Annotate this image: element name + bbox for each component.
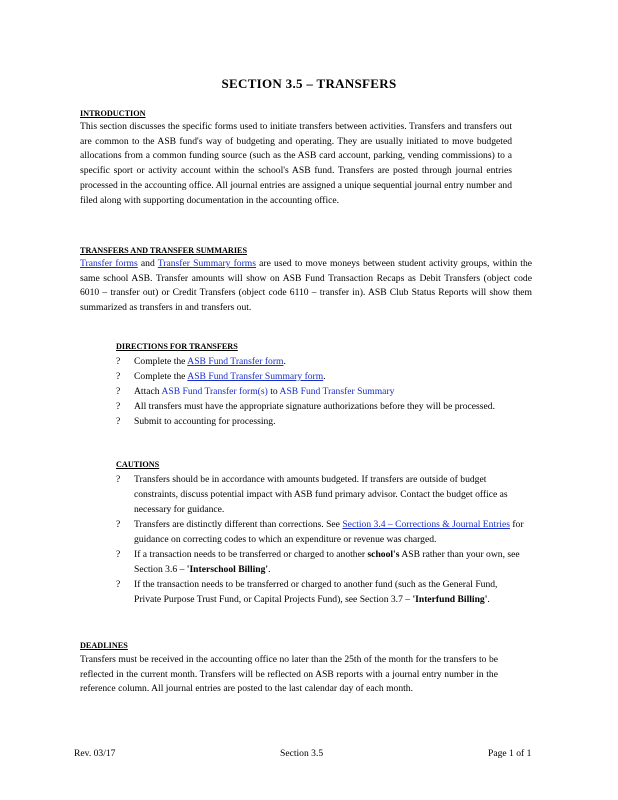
intro-heading: INTRODUCTION [80, 109, 146, 118]
item-text: Complete the [134, 371, 186, 382]
item-text: . [268, 564, 271, 575]
transfer-summary-forms-link[interactable]: Transfer Summary forms [157, 258, 256, 269]
bullet: ? [116, 519, 121, 530]
deadlines-paragraph: Transfers must be received in the accounting office no later than the 25th of the month for the transfers to be reflected in the current month. Transfers will be reflected on ASB reports with a journal entry number in the reference column. All journal entries are posted to the last calendar day of each month. [80, 654, 498, 695]
transfers-paragraph [80, 257, 532, 316]
asb-fund-transfer-summary-form-link[interactable]: ASB Fund Transfer Summary form [187, 371, 324, 382]
asb-fund-transfer-forms-link[interactable]: ASB Fund Transfer form(s) [161, 386, 268, 397]
item-text: . [487, 594, 490, 605]
list-item [116, 577, 526, 607]
interfund-billing-ref: 'Interfund Billing' [412, 594, 488, 605]
transfers-heading: TRANSFERS AND TRANSFER SUMMARIES [80, 246, 248, 255]
bullet: ? [116, 371, 121, 382]
item-text: Submit to accounting for processing. [134, 416, 276, 427]
cautions-heading: CAUTIONS [116, 460, 160, 469]
section-3-4-corrections-link[interactable]: Section 3.4 – Corrections & Journal Entries [342, 519, 510, 530]
bullet: ? [116, 386, 121, 397]
item-text: If the transaction needs to be transferred or charged to another fund (such as the General Fund, Private Purpose Trust Fund, or Capital Projects Fund), see Section 3.7 – [134, 579, 498, 605]
page-title: SECTION 3.5 – TRANSFERS [221, 76, 397, 91]
transfers-body: are used to move moneys between student activity groups, within the same school ASB. Transfer amounts will show on ASB Fund Transaction Recaps as Debit Transfers (object code 6010 – transfer out) or Credit Transfers (object code 6110 – transfer in). ASB Club Status Reports will show them summarized as transfers in and transfers out. [80, 258, 533, 314]
list-item [116, 384, 508, 399]
list-item [116, 354, 508, 369]
section-number: Section 3.5 [280, 748, 324, 759]
item-text: for guidance on correcting codes to which an expenditure or revenue was charged. [134, 519, 524, 545]
list-item [116, 399, 508, 414]
page-number: Page 1 of 1 [488, 748, 532, 759]
item-text: to [270, 386, 278, 397]
list-item [116, 414, 508, 429]
item-text: Complete the [134, 356, 186, 367]
bullet: ? [116, 549, 121, 560]
item-text: . [283, 356, 286, 367]
item-bold-text: school's [367, 549, 400, 560]
bullet: ? [116, 416, 121, 427]
and-text: and [140, 258, 155, 269]
bullet: ? [116, 579, 121, 590]
item-text: ASB rather than your own, see Section 3.6 – [134, 549, 520, 575]
list-item [116, 472, 526, 517]
bullet: ? [116, 401, 121, 412]
directions-list [116, 354, 508, 429]
asb-fund-transfer-form-link[interactable]: ASB Fund Transfer form [187, 356, 284, 367]
deadlines-heading: DEADLINES [80, 641, 128, 650]
item-text: Attach [134, 386, 160, 397]
item-text: Transfers are distinctly different than corrections. See [134, 519, 340, 530]
revision-date: Rev. 03/17 [74, 748, 116, 759]
item-text: All transfers must have the appropriate signature authorizations before they will be processed. [134, 401, 495, 412]
list-item [116, 517, 526, 547]
bullet: ? [116, 474, 121, 485]
cautions-list [116, 472, 526, 607]
directions-heading: DIRECTIONS FOR TRANSFERS [116, 342, 238, 351]
interschool-billing-ref: 'Interschool Billing' [186, 564, 269, 575]
item-text: . [323, 371, 326, 382]
item-text: Transfers should be in accordance with amounts budgeted. If transfers are outside of budget constraints, discuss potential impact with ASB fund primary advisor. Contact the budget office as necessary for guidance. [134, 474, 508, 515]
intro-paragraph: This section discusses the specific forms used to initiate transfers between activities. Transfers and transfers out are common to the ASB fund's way of budgeting and operating. They are usually initiated to move budgeted allocations from a common funding source (such as the ASB card account, parking, vending commissions) to a specific sport or activity account within the school's ASB fund. Transfers are posted through journal entries processed in the accounting office. All journal entries are assigned a unique sequential journal entry number and filed along with supporting documentation in the accounting office. [80, 121, 512, 206]
transfer-forms-link[interactable]: Transfer forms [80, 258, 138, 269]
list-item [116, 369, 508, 384]
asb-fund-transfer-summary-link[interactable]: ASB Fund Transfer Summary [279, 386, 395, 397]
item-text: If a transaction needs to be transferred or charged to another [134, 549, 366, 560]
bullet: ? [116, 356, 121, 367]
list-item [116, 547, 526, 577]
